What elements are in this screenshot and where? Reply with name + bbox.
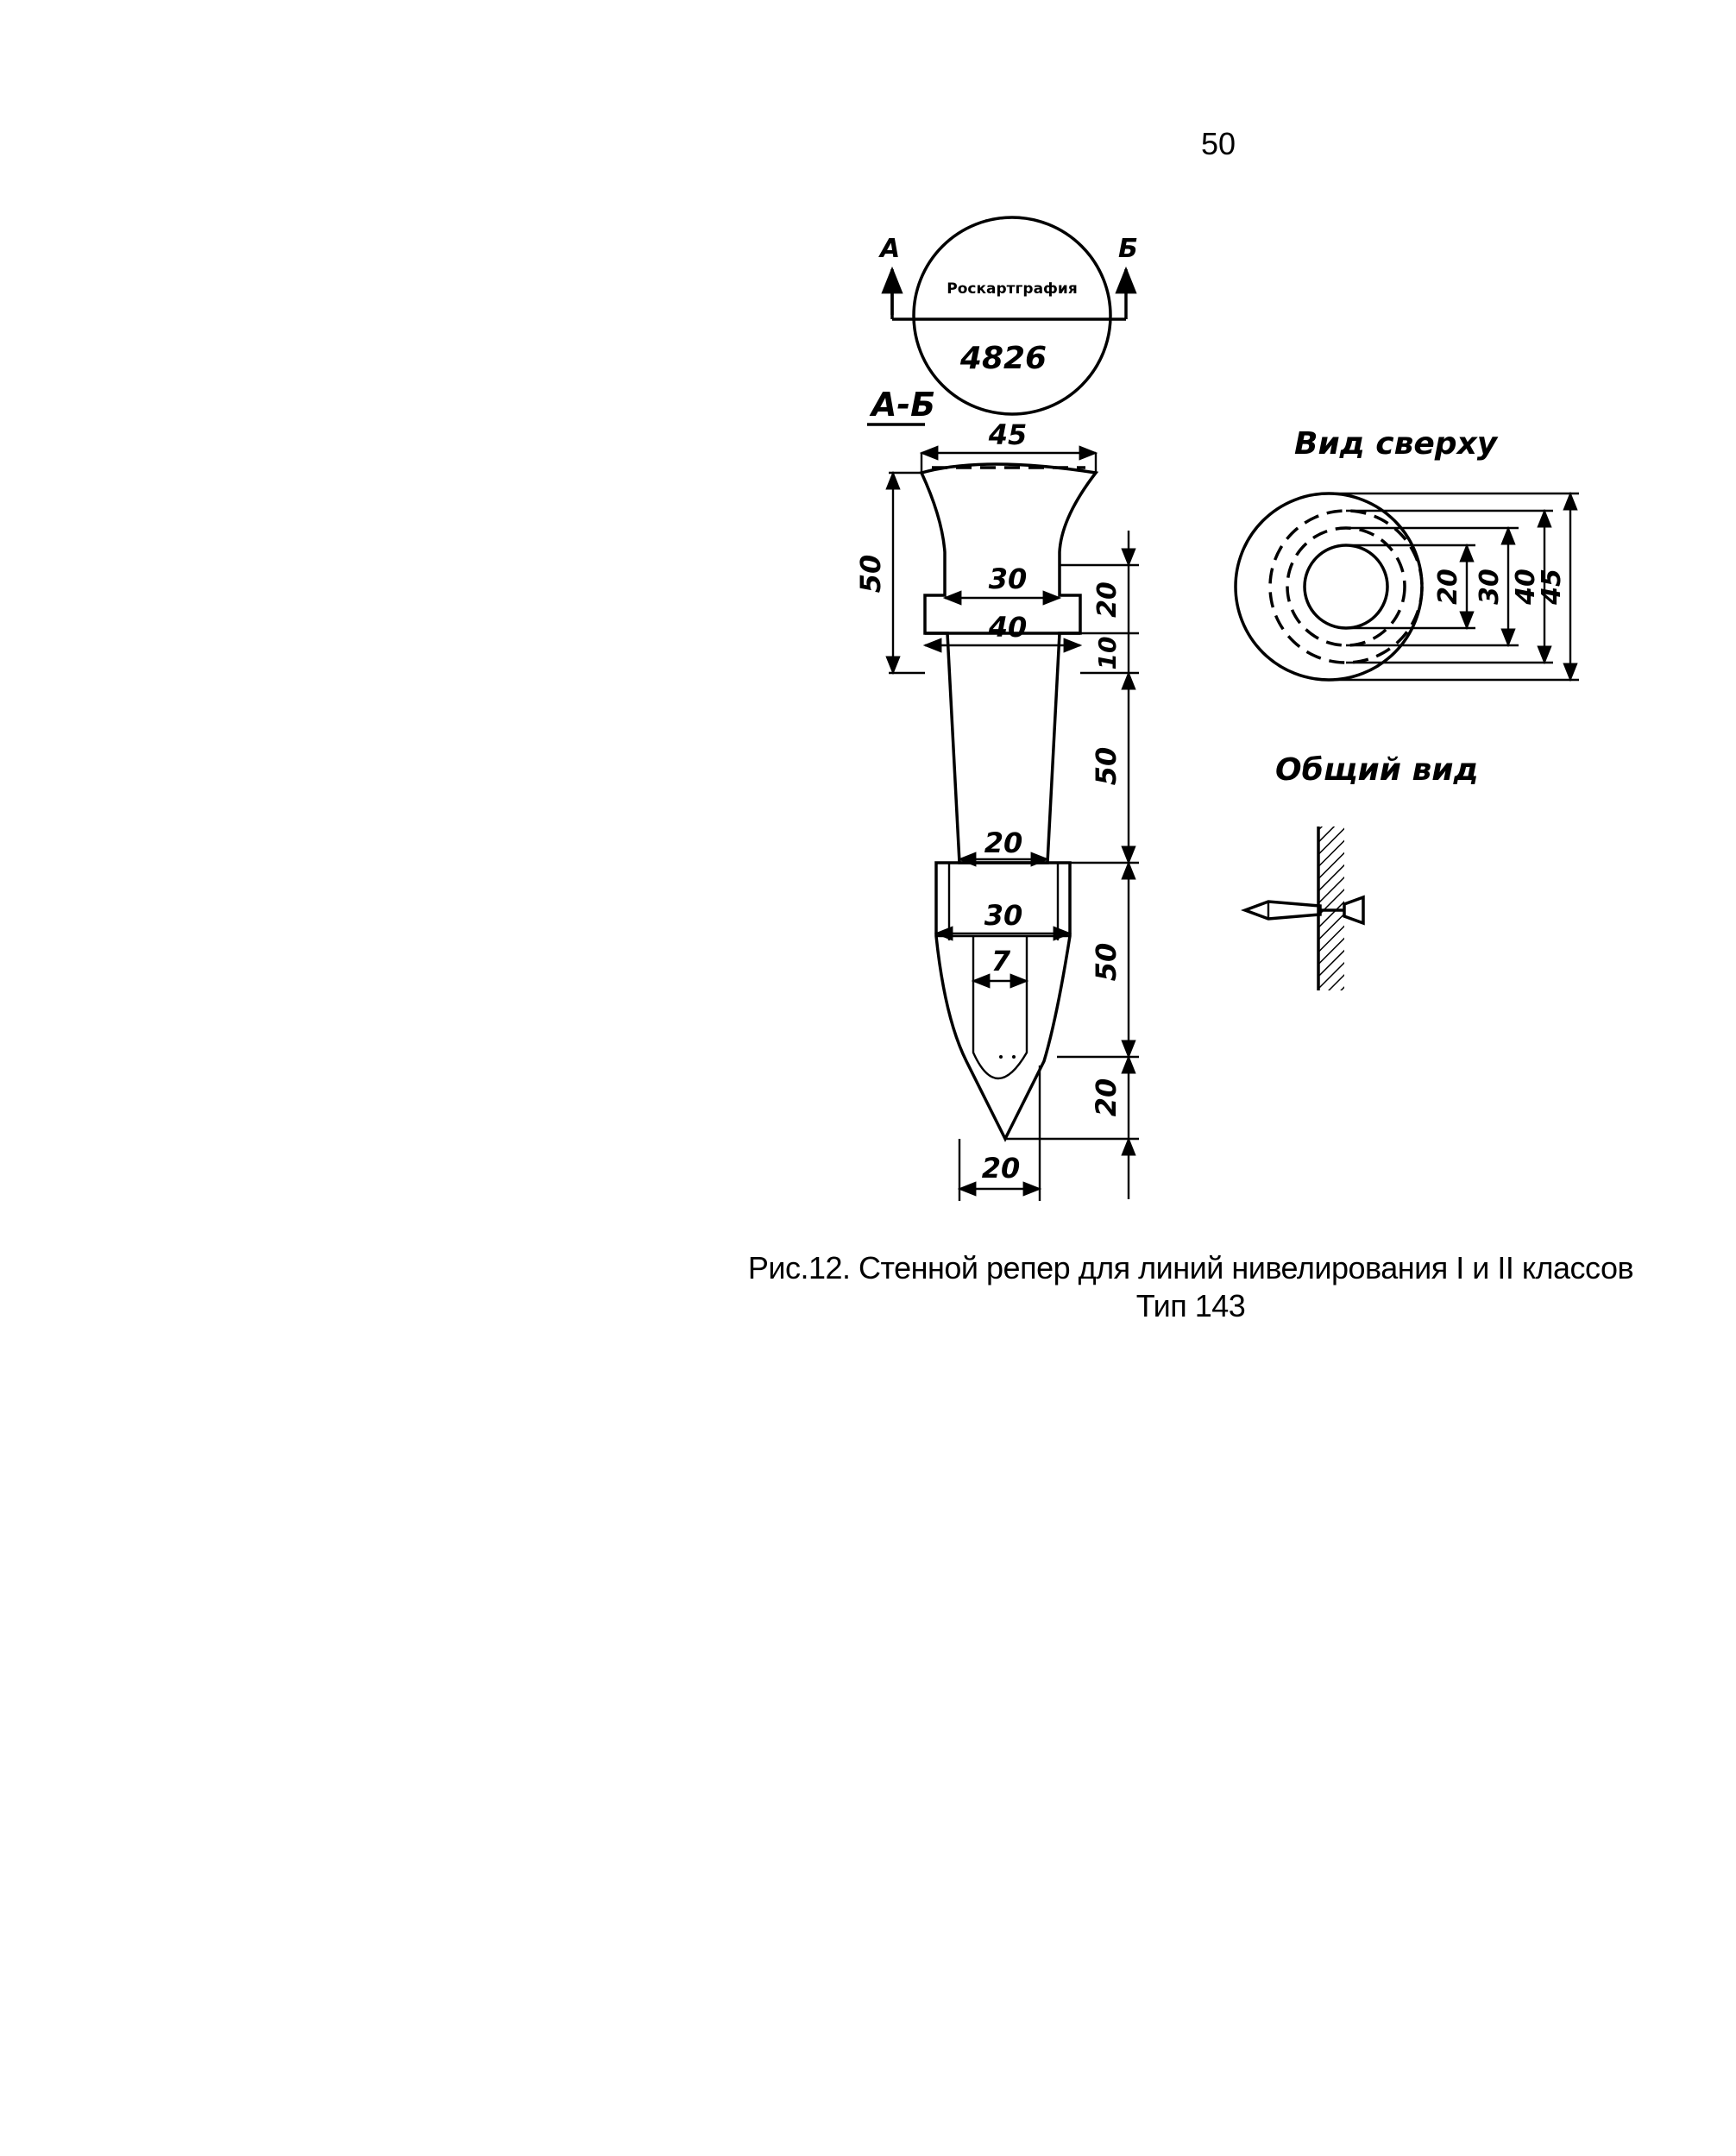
view-general-label: Общий вид — [1275, 752, 1479, 788]
caption-line-1: Рис.12. Стенной репер для линий нивелирования I и II классов — [747, 1250, 1634, 1285]
dim-head-height: 50 — [854, 554, 887, 594]
general-view — [1245, 827, 1363, 990]
dim-top-width: 45 — [988, 418, 1028, 451]
stamp-org-text: Роскартграфия — [947, 280, 1078, 298]
dim-tip-height: 50 — [1090, 942, 1123, 982]
dim-hole-width: 7 — [991, 945, 1011, 977]
dim-point-width: 20 — [981, 1152, 1021, 1185]
stamp-number-text: 4826 — [959, 341, 1047, 376]
dim-top-d3: 40 — [1511, 569, 1541, 605]
dim-collar-height: 10 — [1093, 636, 1122, 670]
caption-line-2: Тип 143 — [1135, 1288, 1246, 1323]
dim-neck-width: 30 — [988, 563, 1028, 595]
dim-top-d1: 20 — [1433, 569, 1463, 605]
dim-tip-top-width: 30 — [984, 899, 1023, 932]
dim-collar-width: 40 — [988, 611, 1028, 644]
section-dimensions — [854, 418, 1139, 1201]
section-letter-right: Б — [1118, 234, 1138, 264]
stamp-circle — [914, 217, 1110, 414]
figure-caption — [673, 1249, 1708, 1325]
dim-top-d2: 30 — [1475, 569, 1505, 605]
dim-body-height: 50 — [1090, 746, 1123, 786]
page-number: 50 — [1200, 126, 1236, 161]
section-letter-left: А — [880, 234, 901, 264]
section-label: А-Б — [871, 386, 936, 424]
top-view — [1236, 493, 1579, 680]
dim-point-height: 20 — [1090, 1078, 1123, 1117]
stamp-view — [878, 217, 1138, 414]
view-top-label: Вид сверху — [1294, 426, 1498, 462]
dim-body-bottom-width: 20 — [984, 827, 1023, 859]
dim-neck-height: 20 — [1092, 581, 1123, 618]
dim-top-d4: 45 — [1537, 569, 1567, 605]
